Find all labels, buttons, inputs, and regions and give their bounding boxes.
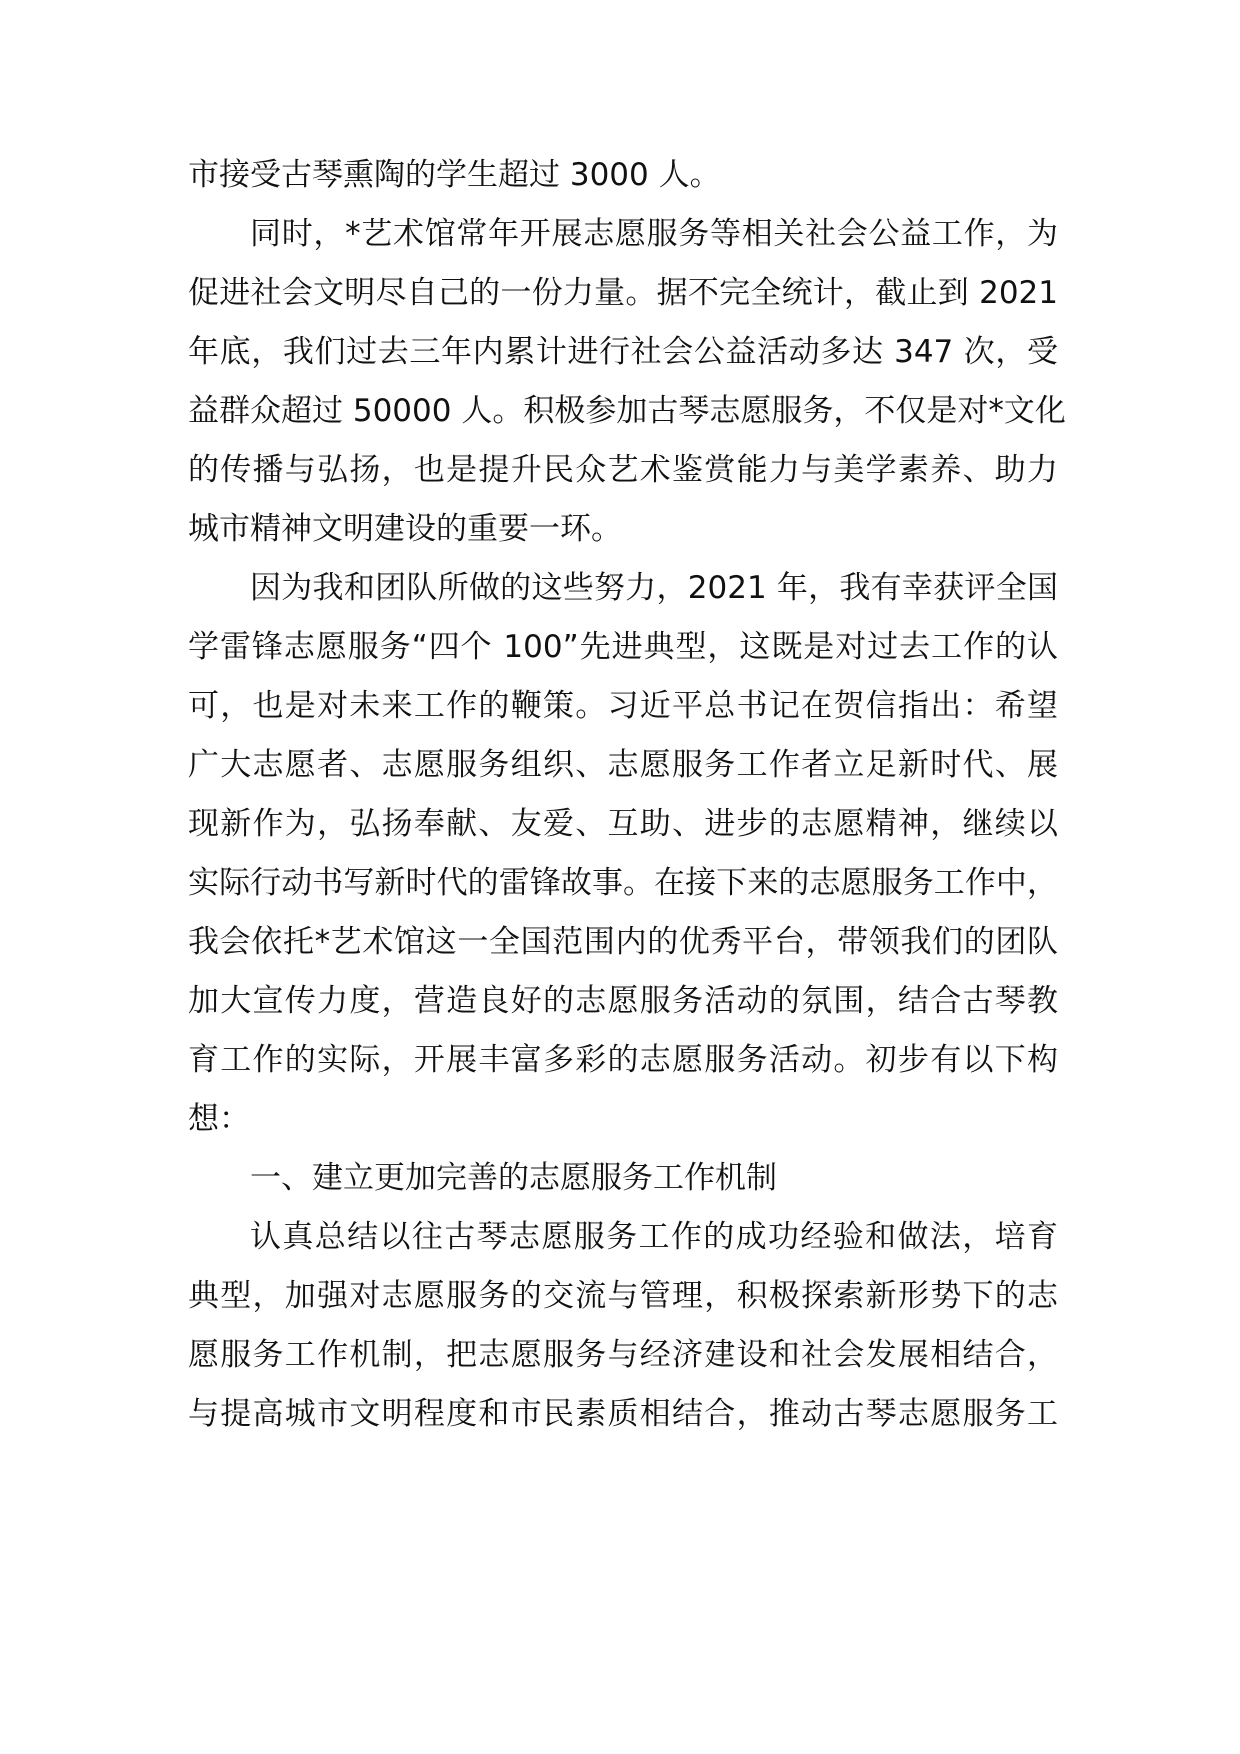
- text-line-9: 学雷锋志愿服务“四个 100”先进典型，这既是对过去工作的认: [188, 629, 1058, 665]
- paragraph-start-line: 因为我和团队所做的这些努力，2021 年，我有幸获评全国: [250, 570, 1058, 606]
- text-line-12: 现新作为，弘扬奉献、友爱、互助、进步的志愿精神，继续以: [188, 806, 1058, 842]
- text-line-7: 城市精神文明建设的重要一环。: [188, 511, 622, 547]
- text-line-21: 愿服务工作机制，把志愿服务与经济建设和社会发展相结合，: [188, 1337, 1058, 1373]
- section-heading: 一、建立更加完善的志愿服务工作机制: [250, 1160, 777, 1196]
- text-line-6: 的传播与弘扬，也是提升民众艺术鉴赏能力与美学素养、助力: [188, 452, 1058, 488]
- text-line-1: 市接受古琴熏陶的学生超过 3000 人。: [188, 157, 721, 193]
- text-line-17: 想：: [188, 1101, 250, 1137]
- paragraph-start-line: 认真总结以往古琴志愿服务工作的成功经验和做法，培育: [250, 1219, 1058, 1255]
- paragraph-start-line: 同时，*艺术馆常年开展志愿服务等相关社会公益工作，为: [250, 216, 1058, 252]
- text-line-4: 年底，我们过去三年内累计进行社会公益活动多达 347 次，受: [188, 334, 1058, 370]
- text-line-14: 我会依托*艺术馆这一全国范围内的优秀平台，带领我们的团队: [188, 924, 1058, 960]
- text-line-16: 育工作的实际，开展丰富多彩的志愿服务活动。初步有以下构: [188, 1042, 1058, 1078]
- text-line-5: 益群众超过 50000 人。积极参加古琴志愿服务，不仅是对*文化: [188, 393, 1066, 429]
- text-line-22: 与提高城市文明程度和市民素质相结合，推动古琴志愿服务工: [188, 1396, 1058, 1432]
- text-line-20: 典型，加强对志愿服务的交流与管理，积极探索新形势下的志: [188, 1278, 1058, 1314]
- text-line-11: 广大志愿者、志愿服务组织、志愿服务工作者立足新时代、展: [188, 747, 1058, 783]
- text-line-3: 促进社会文明尽自己的一份力量。据不完全统计，截止到 2021: [188, 275, 1058, 311]
- text-line-13: 实际行动书写新时代的雷锋故事。在接下来的志愿服务工作中，: [188, 865, 1058, 901]
- text-line-15: 加大宣传力度，营造良好的志愿服务活动的氛围，结合古琴教: [188, 983, 1058, 1019]
- text-line-10: 可，也是对未来工作的鞭策。习近平总书记在贺信指出：希望: [188, 688, 1058, 724]
